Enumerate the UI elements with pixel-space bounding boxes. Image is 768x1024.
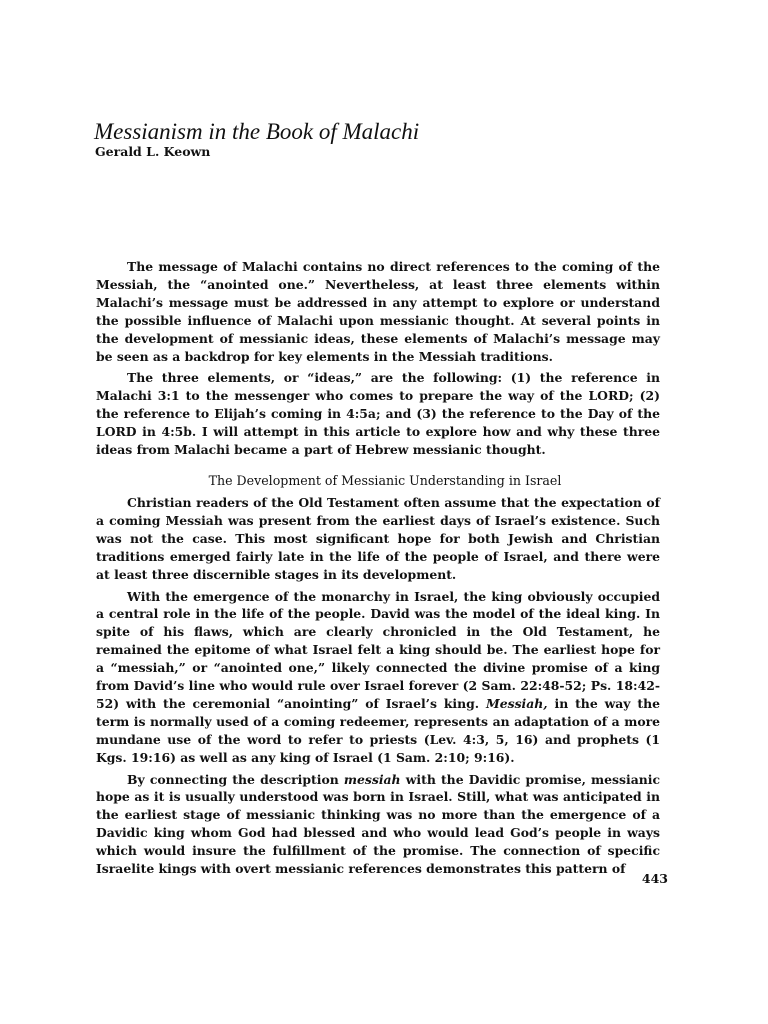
article-body [96, 258, 660, 878]
paragraph-2: The three elements, or “ideas,” are the following: (1) the reference in Malachi 3:1 to the messenger who comes to prepare the way of the LORD; (2) the reference to Elijah’s coming in 4:5a; and (3) the reference to the Day of the LORD in 4:5b. I will attempt in this article to explore how and why these three ideas from Malachi became a part of Hebrew messianic thought. [96, 370, 660, 458]
section-heading: The Development of Messianic Understanding in Israel [208, 472, 562, 488]
article-author: Gerald L. Keown [95, 144, 211, 159]
paragraph-5-text-a: By connecting the description [127, 771, 344, 787]
paragraph-4-text-b: in the way the term is normally used of a coming redeemer, represents an adaptation of a more mundane use of the word to refer to priests (Lev. 4:3, 5, 16) and prophets (1 Kgs. 19:16) as well as any king of Israel (1 Sam. 2:10; 9:16). [96, 695, 660, 765]
paragraph-4-emphasis: Messiah, [486, 695, 548, 711]
paragraph-5-text-b: with the Davidic promise, messianic hope as it is usually understood was born in Israel. Still, what was anticipated in the earliest stage of messianic thinking was no more than the emergence of a Davidic king whom God had blessed and who would lead God’s people in ways which would insure the fulfillment of the promise. The connection of specific Israelite kings with overt messianic references demonstrates this pattern of [96, 771, 660, 877]
paragraph-1: The message of Malachi contains no direct references to the coming of the Messiah, the “anointed one.” Nevertheless, at least three elements within Malachi’s message must be addressed in any attempt to explore or understand the possible influence of Malachi upon messianic thought. At several points in the development of messianic ideas, these elements of Malachi’s message may be seen as a backdrop for key elements in the Messiah traditions. [96, 259, 660, 364]
paragraph-4-text-a: With the emergence of the monarchy in Israel, the king obviously occupied a central role in the life of the people. David was the model of the ideal king. In spite of his flaws, which are clearly chronicled in the Old Testament, he remained the epitome of what Israel felt a king should be. The earliest hope for a “messiah,” or “anointed one,” likely connected the divine promise of a king from David’s line who would rule over Israel forever (2 Sam. 22:48-52; Ps. 18:42-52) with the ceremonial “anointing” of Israel’s king. [96, 588, 660, 711]
paragraph-5 [96, 771, 660, 878]
paragraph-4 [96, 588, 660, 767]
article-title: Messianism in the Book of Malachi [94, 119, 420, 144]
paragraph-5-emphasis: messiah [343, 771, 401, 787]
page-number: 443 [641, 871, 668, 886]
paragraph-3: Christian readers of the Old Testament often assume that the expectation of a coming Messiah was present from the earliest days of Israel’s existence. Such was not the case. This most significant hope for both Jewish and Christian traditions emerged fairly late in the life of the people of Israel, and there were at least three discernible stages in its development. [96, 494, 660, 582]
